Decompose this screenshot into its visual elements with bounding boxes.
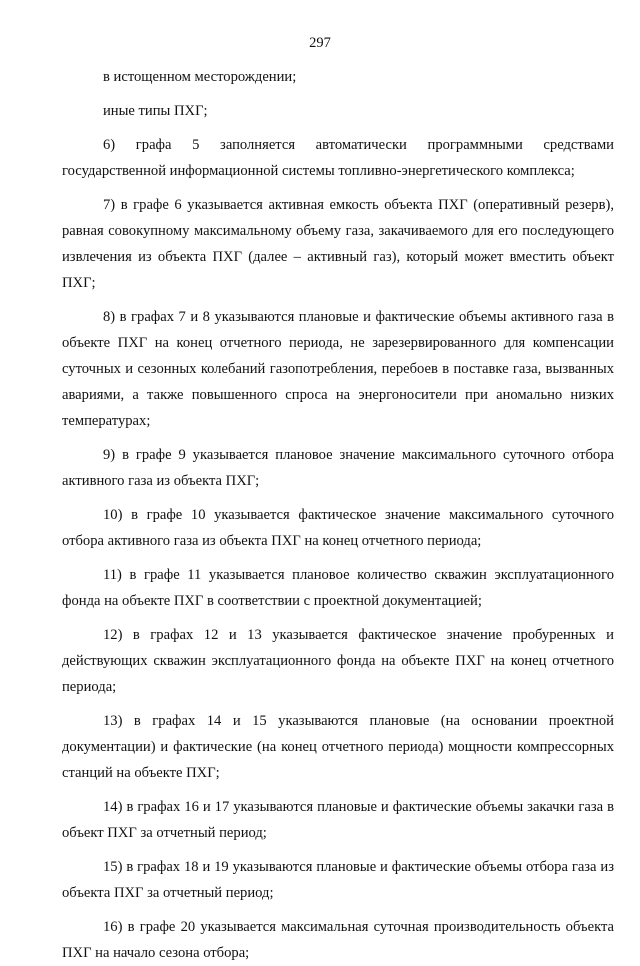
paragraph: 15) в графах 18 и 19 указываются плановые и фактические объемы отбора газа из объекта ПХГ за отчетный период;	[62, 859, 614, 901]
paragraph: в истощенном месторождении;	[103, 69, 297, 85]
paragraph: 16) в графе 20 указывается максимальная суточная производительность объекта ПХГ на начало сезона отбора;	[62, 919, 614, 961]
paragraph: иные типы ПХГ;	[103, 103, 208, 119]
paragraph: 6) графа 5 заполняется автоматически программными средствами государственной информационной системы топливно-энергетического комплекса;	[62, 137, 614, 179]
paragraph: 9) в графе 9 указывается плановое значение максимального суточного отбора активного газа из объекта ПХГ;	[62, 447, 614, 489]
paragraph: 14) в графах 16 и 17 указываются плановые и фактические объемы закачки газа в объект ПХГ за отчетный период;	[62, 799, 614, 841]
paragraph: 13) в графах 14 и 15 указываются плановые (на основании проектной документации) и фактические (на конец отчетного периода) мощности компрессорных станций на объекте ПХГ;	[62, 713, 614, 781]
paragraph: 12) в графах 12 и 13 указывается фактическое значение пробуренных и действующих скважин эксплуатационного фонда на объекте ПХГ на конец отчетного периода;	[62, 627, 614, 695]
paragraph: 10) в графе 10 указывается фактическое значение максимального суточного отбора активного газа из объекта ПХГ на конец отчетного периода;	[62, 507, 614, 549]
page-number: 297	[309, 35, 331, 51]
document-body	[62, 64, 614, 966]
paragraph: 7) в графе 6 указывается активная емкость объекта ПХГ (оперативный резерв), равная совокупному максимальному объему газа, закачиваемого для его последующего извлечения из объекта ПХГ (далее – активный газ), который может вместить объект ПХГ;	[62, 197, 614, 291]
paragraph: 8) в графах 7 и 8 указываются плановые и фактические объемы активного газа в объекте ПХГ на конец отчетного периода, не зарезервированного для компенсации суточных и сезонных колебаний газопотребления, перебоев в поставке газа, вызванных авариями, а также повышенного спроса на энергоносители при аномально низких температурах;	[62, 309, 614, 429]
paragraph: 11) в графе 11 указывается плановое количество скважин эксплуатационного фонда на объекте ПХГ в соответствии с проектной документацией;	[62, 567, 614, 609]
